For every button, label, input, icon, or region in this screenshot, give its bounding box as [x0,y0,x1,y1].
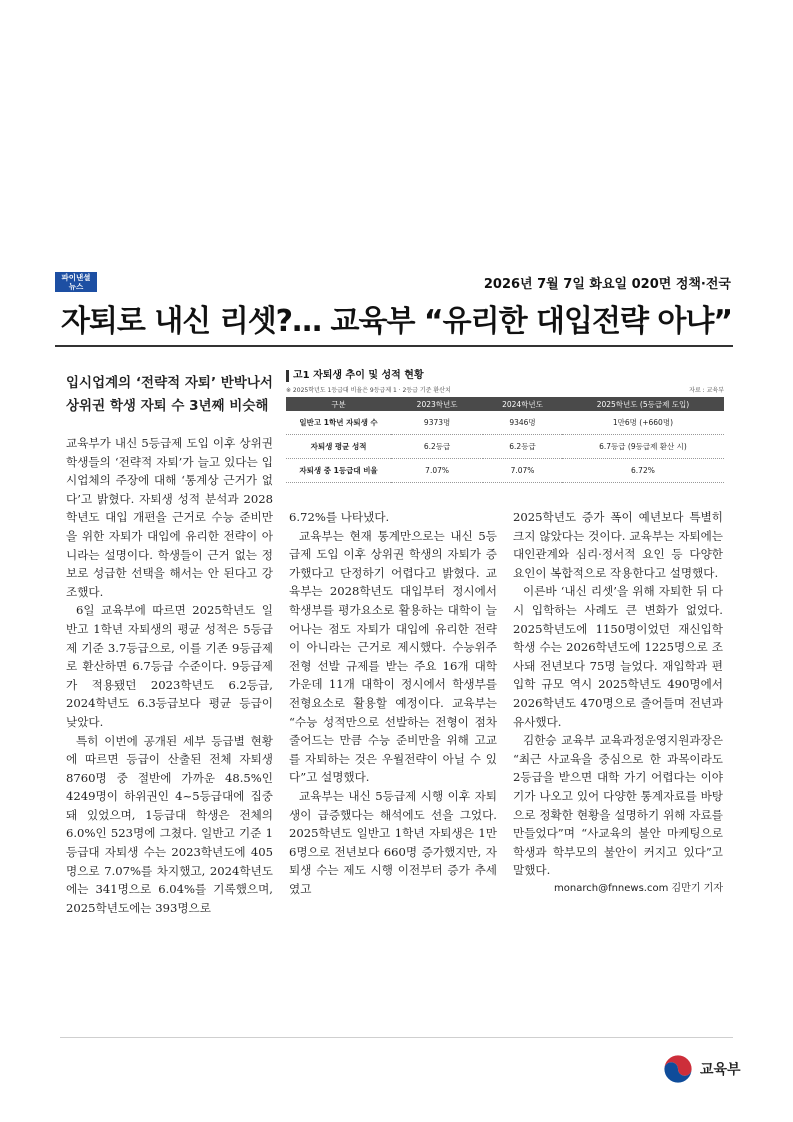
table-cell: 자퇴생 평균 성적 [286,435,391,459]
paragraph: 교육부가 내신 5등급제 도입 이후 상위권 학생들의 ‘전략적 자퇴’가 늘고 있다는 입시업체의 주장에 대해 ‘통계상 근거가 없다’고 밝혔다. 자퇴생 성적 분석과 2028학년도 대입 개편을 근거로 수능 준비만을 위한 자퇴가 대입에 유리한 전략이 아니라는 설명이다. 학생들이 근거 없는 정보로 성급한 선택을 해서는 안 된다고 강조했다. [66,436,273,599]
paragraph: 6.72%를 나타냈다. [289,510,390,524]
newspaper-logo [55,272,97,292]
table-source: 자료 : 교육부 [689,387,724,394]
dropout-stats-table [286,397,724,483]
paragraph: 2025학년도 증가 폭이 예년보다 특별히 크지 않았다는 것이다. 교육부는 자퇴에는 대인관계와 심리·정서적 요인 등 다양한 요인이 복합적으로 작용한다고 설명했다. [513,510,723,580]
table-cell: 자퇴생 중 1등급대 비율 [286,459,391,483]
paragraph: 교육부는 현재 통계만으로는 내신 5등급제 도입 이후 상위권 학생의 자퇴가 증가했다고 단정하기 어렵다고 밝혔다. 교육부는 2028학년도 대입부터 정시에서 학생부를 평가요소로 활용하는 대학이 늘어나는 점도 자퇴가 대입에 유리한 전략이 아니라는 근거로 제시했다. 수능위주전형 선발 규제를 받는 주요 16개 대학 가운데 11개 대학이 정시에서 학생부를 전형요소로 활용할 예정이다. 교육부는 “수능 성적만으로 선발하는 전형이 점차 줄어드는 만큼 수능 준비만을 위해 고교를 자퇴하는 것은 우월전략이 아닐 수 있다”고 설명했다. [289,528,497,785]
logo-line-2: 뉴스 [68,282,84,291]
table-header-row [286,397,724,411]
logo-line-1: 파이낸셜 [61,273,91,282]
table-cell: 1만6명 (+660명) [562,411,724,435]
subhead-line-2: 상위권 학생 자퇴 수 3년째 비슷해 [66,398,269,414]
article-column-2 [289,508,497,898]
table-cell: 9346명 [483,411,562,435]
paragraph: 김한승 교육부 교육과정운영지원과장은 “최근 사교육을 중심으로 한 과목이라도 2등급을 받으면 대학 가기 어렵다는 이야기가 나오고 있어 다양한 통계자료를 바탕으로 정확한 현황을 설명하기 위해 자료를 만들었다”며 “사교육의 불안 마케팅으로 학생과 학부모의 불안이 커지고 있다”고 말했다. [513,733,723,878]
table-cell: 7.07% [483,459,562,483]
paragraph: 6일 교육부에 따르면 2025학년도 일반고 1학년 자퇴생의 평균 성적은 5등급제 기준 3.7등급으로, 이를 기존 9등급제로 환산하면 6.7등급 수준이다. 9등급제가 적용됐던 2023학년도 6.2등급, 2024학년도 6.3등급보다 평균 등급이 낮았다. [66,603,273,729]
table-header-cell: 2024학년도 [483,397,562,411]
table-cell: 일반고 1학년 자퇴생 수 [286,411,391,435]
table-cell: 6.7등급 (9등급제 환산 시) [562,435,724,459]
table-header-cell: 구분 [286,397,391,411]
table-cell: 6.2등급 [483,435,562,459]
article-column-3 [513,508,723,898]
table-cell: 9373명 [391,411,483,435]
article-column-1 [66,434,273,917]
government-emblem-icon [661,1052,695,1086]
headline-rule [55,345,733,347]
paragraph: 이른바 ‘내신 리셋’을 위해 자퇴한 뒤 다시 입학하는 사례도 큰 변화가 없었다. 2025학년도에 1150명이었던 재신입학 학생 수는 2026학년도에 1225명으로 조사돼 전년보다 75명 늘었다. 재입학과 편입학 규모 역시 2025학년도 490명에서 2026학년도 470명으로 줄어들며 전년과 유사했다. [513,584,723,729]
dropout-stats-table-box [286,370,724,483]
ministry-name: 교육부 [700,1062,741,1078]
subheadline [66,372,276,418]
table-header-cell: 2023학년도 [391,397,483,411]
table-note: ※ 2025학년도 1등급대 비율은 9등급제 1 · 2등급 기준 환산치 [286,387,451,394]
subhead-line-1: 입시업계의 ‘전략적 자퇴’ 반박나서 [66,375,273,391]
paragraph: 교육부는 내신 5등급제 시행 이후 자퇴생이 급증했다는 해석에도 선을 그었다. 2025학년도 일반고 1학년 자퇴생은 1만6명으로 전년보다 660명 증가했지만, 자퇴생 수는 제도 시행 이전부터 증가 추세였고 [289,788,497,896]
table-row [286,459,724,483]
headline: 자퇴로 내신 리셋?… 교육부 “유리한 대입전략 아냐” [60,304,733,339]
dateline: 2026년 7월 7일 화요일 020면 정책·전국 [483,277,731,292]
table-cell: 7.07% [391,459,483,483]
table-cell: 6.2등급 [391,435,483,459]
footer-divider [60,1037,733,1038]
paragraph: 특히 이번에 공개된 세부 등급별 현황에 따르면 등급이 산출된 전체 자퇴생 8760명 중 절반에 가까운 48.5%인 4249명이 하위권인 4~5등급대에 집중돼 있었으며, 1등급대 학생은 전체의 6.0%인 523명에 그쳤다. 일반고 기준 1등급대 자퇴생 수는 2023학년도에 405명으로 7.07%를 차지했고, 2024학년도에는 341명으로 6.04%를 기록했으며, 2025학년도에는 393명으로 [66,733,273,915]
table-note-row [286,385,724,394]
table-title: 고1 자퇴생 추이 및 성적 현황 [286,370,724,382]
table-header-cell: 2025학년도 (5등급제 도입) [562,397,724,411]
table-row [286,411,724,435]
byline: monarch@fnnews.com 김만기 기자 [554,882,723,894]
table-row [286,435,724,459]
table-cell: 6.72% [562,459,724,483]
